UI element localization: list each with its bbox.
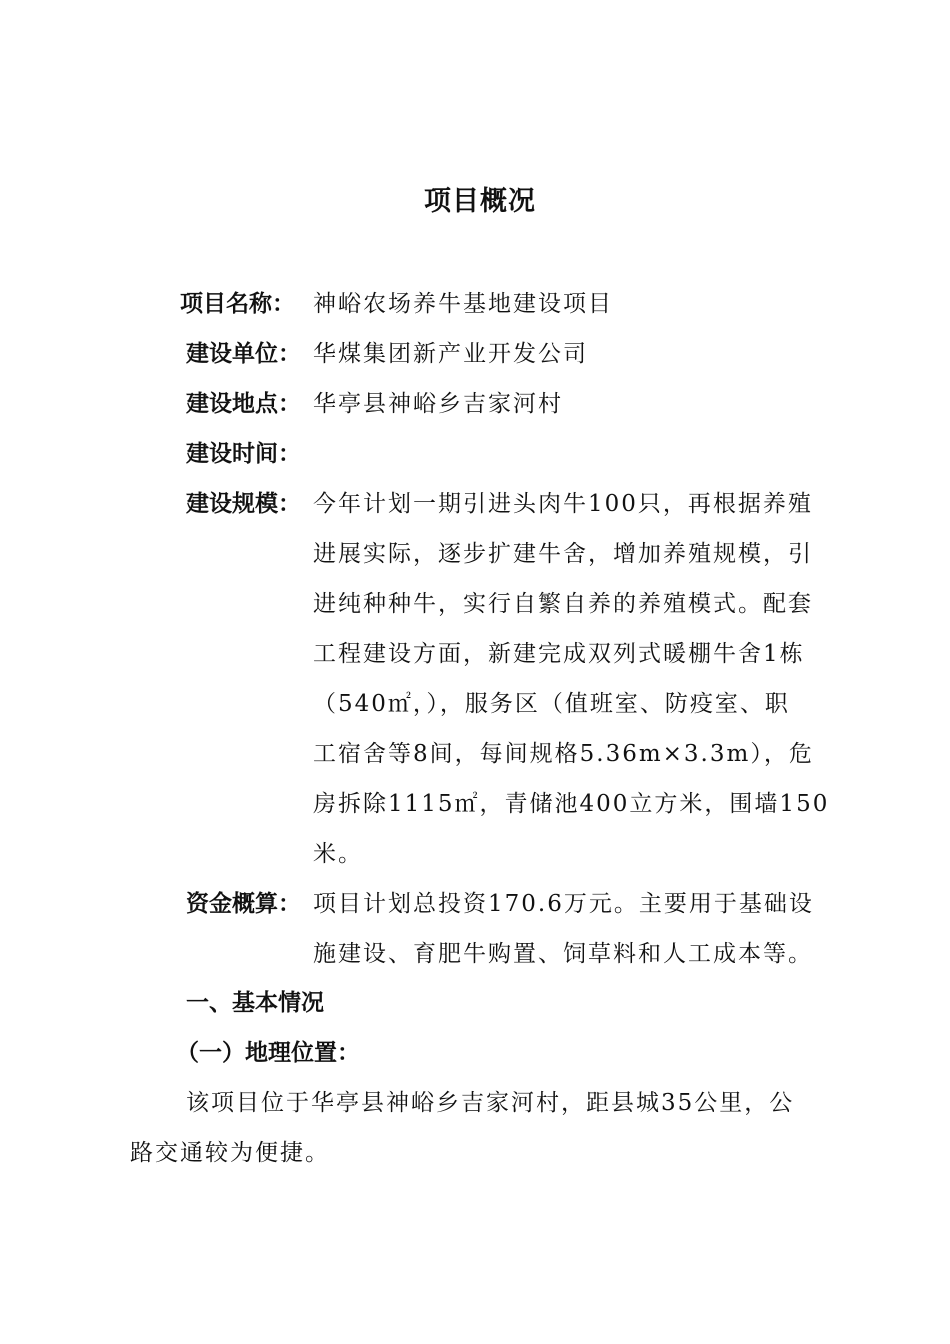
scale-line: 进展实际，逐步扩建牛舍，增加养殖规模，引 xyxy=(313,541,813,567)
scale-line: 房拆除1115㎡，青储池400立方米，围墙150 xyxy=(313,791,830,817)
builder-value: 华煤集团新产业开发公司 xyxy=(313,341,588,367)
time-label: 建设时间： xyxy=(186,441,301,467)
scale-line: 米。 xyxy=(313,841,363,867)
scale-line: 今年计划一期引进头肉牛100只，再根据养殖 xyxy=(313,491,813,517)
paragraph-line: 路交通较为便捷。 xyxy=(130,1140,330,1166)
scale-line: 工宿舍等8间，每间规格5.36m×3.3m），危 xyxy=(313,741,814,767)
project-name-label: 项目名称： xyxy=(180,291,295,317)
builder-label: 建设单位： xyxy=(186,341,301,367)
location-label: 建设地点： xyxy=(186,391,301,417)
sub-heading: （一）地理位置： xyxy=(176,1040,360,1066)
scale-line: 进纯种种牛，实行自繁自养的养殖模式。配套 xyxy=(313,591,813,617)
page-title: 项目概况 xyxy=(424,186,536,217)
fund-label: 资金概算： xyxy=(186,891,301,917)
fund-line: 项目计划总投资170.6万元。主要用于基础设 xyxy=(313,891,814,917)
scale-label: 建设规模： xyxy=(186,491,301,517)
project-name-value: 神峪农场养牛基地建设项目 xyxy=(313,291,613,317)
scale-line: （540㎡，），服务区（值班室、防疫室、职 xyxy=(313,691,790,717)
paragraph-line: 该项目位于华亭县神峪乡吉家河村，距县城35公里，公 xyxy=(186,1090,795,1116)
scale-line: 工程建设方面，新建完成双列式暖棚牛舍1栋 xyxy=(313,641,805,667)
location-value: 华亭县神峪乡吉家河村 xyxy=(313,391,563,417)
section-heading: 一、基本情况 xyxy=(186,990,324,1016)
fund-line: 施建设、育肥牛购置、饲草料和人工成本等。 xyxy=(313,941,813,967)
